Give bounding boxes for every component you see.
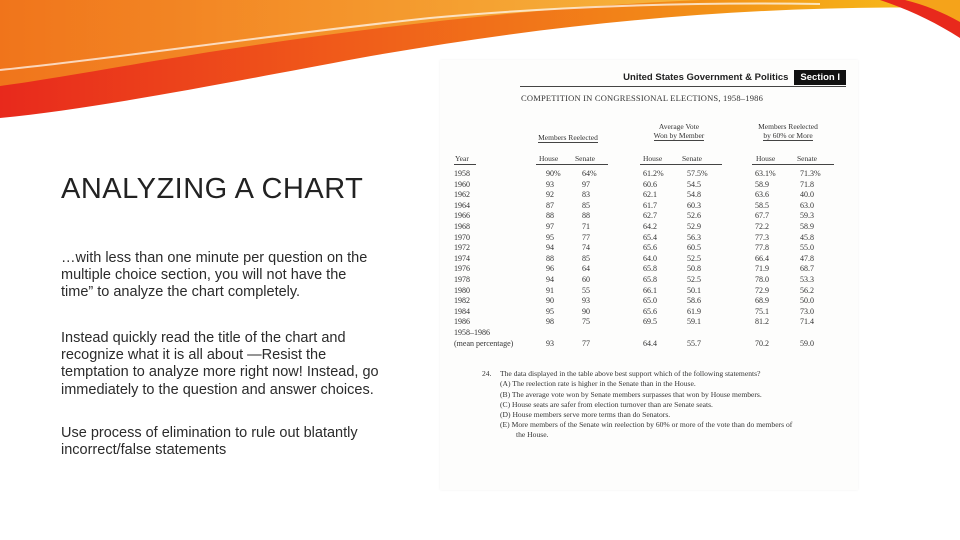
reelected-house-cell: 90 bbox=[546, 296, 554, 306]
reelected-senate-cell: 85 bbox=[582, 253, 590, 263]
sixty-house-cell bbox=[755, 328, 776, 339]
average-senate-cell bbox=[687, 328, 708, 339]
scanned-exam-page bbox=[440, 60, 858, 490]
column-header-senate: Senate bbox=[682, 154, 702, 163]
question-number: 24. bbox=[482, 369, 492, 378]
average-house-cell: 64.0 bbox=[643, 253, 657, 263]
header-rule-year bbox=[454, 164, 476, 165]
average-house-cell: 62.1 bbox=[643, 190, 657, 200]
group-header-average-vote: Average Vote Won by Member bbox=[653, 122, 705, 140]
column-header-year: Year bbox=[455, 154, 469, 163]
answer-choices bbox=[482, 379, 802, 439]
reelected-senate-cell bbox=[582, 328, 597, 339]
year-cell: 1962 bbox=[454, 190, 470, 200]
sixty-senate-cell bbox=[800, 328, 821, 339]
column-header-house: House bbox=[643, 154, 663, 163]
sixty-house-cell: 68.9 bbox=[755, 296, 769, 306]
sixty-senate-cell: 59.3 bbox=[800, 211, 814, 221]
sixty-house-cell: 72.9 bbox=[755, 285, 769, 295]
average-house-cell: 61.2% bbox=[643, 169, 664, 178]
average-house-cell: 65.6 bbox=[643, 243, 657, 253]
reelected-house-cell: 95 bbox=[546, 232, 554, 242]
year-cell: 1978 bbox=[454, 274, 470, 284]
average-senate-cell: 50.1 bbox=[687, 285, 701, 295]
sixty-house-cell: 66.4 bbox=[755, 253, 769, 263]
average-senate-cell: 54.5 bbox=[687, 179, 701, 189]
section-badge: Section I bbox=[794, 70, 846, 85]
reelected-senate-cell: 77 bbox=[582, 232, 590, 242]
column-header-house: House bbox=[539, 154, 559, 163]
body-paragraph-3: Use process of elimination to rule out blatantly incorrect/false statements bbox=[61, 425, 358, 459]
average-house-cell: 65.6 bbox=[643, 306, 657, 316]
year-cell: 1964 bbox=[454, 200, 470, 210]
average-house-cell: 66.1 bbox=[643, 285, 657, 295]
average-senate-cell: 52.5 bbox=[687, 253, 701, 263]
reelected-senate-cell: 71 bbox=[582, 221, 590, 231]
sixty-senate-cell: 45.8 bbox=[800, 232, 814, 242]
reelected-house-cell: 97 bbox=[546, 221, 554, 231]
sixty-senate-cell: 55.0 bbox=[800, 243, 814, 253]
reelected-senate-cell: 60 bbox=[582, 274, 590, 284]
average-house-cell: 65.0 bbox=[643, 296, 657, 306]
reelected-house-cell bbox=[546, 328, 561, 339]
year-cell: 1960 bbox=[454, 179, 470, 189]
average-senate-cell: 55.7 bbox=[687, 338, 701, 348]
reelected-senate-cell: 64% bbox=[582, 169, 597, 178]
header-rule bbox=[520, 86, 846, 87]
average-senate-cell: 61.9 bbox=[687, 306, 701, 316]
sixty-senate-cell: 40.0 bbox=[800, 190, 814, 200]
sixty-house-cell: 77.8 bbox=[755, 243, 769, 253]
year-cell: 1984 bbox=[454, 306, 470, 316]
column-sixty-senate bbox=[800, 169, 821, 349]
group-header-reelected-60: Members Reelected by 60% or More bbox=[758, 122, 818, 140]
reelected-senate-cell: 90 bbox=[582, 306, 590, 316]
average-senate-cell: 50.8 bbox=[687, 264, 701, 274]
sixty-house-cell: 67.7 bbox=[755, 211, 769, 221]
average-house-cell bbox=[643, 328, 664, 339]
year-cell: 1980 bbox=[454, 285, 470, 295]
average-senate-cell: 52.5 bbox=[687, 274, 701, 284]
column-header-house: House bbox=[756, 154, 776, 163]
column-year bbox=[454, 169, 513, 349]
year-cell: 1970 bbox=[454, 232, 470, 242]
average-senate-cell: 60.5 bbox=[687, 243, 701, 253]
year-cell: 1986 bbox=[454, 317, 470, 327]
sixty-senate-cell: 71.3% bbox=[800, 169, 821, 178]
sixty-senate-cell: 53.3 bbox=[800, 274, 814, 284]
answer-choice: (D) House members serve more terms than do Senators. bbox=[500, 410, 671, 420]
header-rule-average bbox=[640, 164, 722, 165]
average-house-cell: 65.8 bbox=[643, 264, 657, 274]
reelected-senate-cell: 93 bbox=[582, 296, 590, 306]
sixty-senate-cell: 47.8 bbox=[800, 253, 814, 263]
sixty-house-cell: 75.1 bbox=[755, 306, 769, 316]
sixty-senate-cell: 68.7 bbox=[800, 264, 814, 274]
year-cell: 1968 bbox=[454, 221, 470, 231]
average-house-cell: 62.7 bbox=[643, 211, 657, 221]
year-cell: 1958–1986 bbox=[454, 327, 490, 337]
header-rule-reelected bbox=[536, 164, 608, 165]
reelected-senate-cell: 74 bbox=[582, 243, 590, 253]
year-cell: 1982 bbox=[454, 296, 470, 306]
year-cell: 1972 bbox=[454, 243, 470, 253]
sixty-house-cell: 58.9 bbox=[755, 179, 769, 189]
exam-page-header bbox=[623, 70, 846, 85]
reelected-senate-cell: 75 bbox=[582, 317, 590, 327]
year-cell: 1966 bbox=[454, 211, 470, 221]
sixty-house-cell: 71.9 bbox=[755, 264, 769, 274]
header-rule-sixty bbox=[752, 164, 834, 165]
year-cell: 1976 bbox=[454, 264, 470, 274]
answer-choice: (A) The reelection rate is higher in the Senate than in the House. bbox=[500, 379, 696, 389]
slide-title: ANALYZING A CHART bbox=[61, 173, 364, 205]
group-header-reelected: Members Reelected bbox=[538, 133, 598, 142]
sixty-house-cell: 63.1% bbox=[755, 169, 776, 178]
year-cell: 1958 bbox=[454, 169, 470, 178]
average-senate-cell: 52.6 bbox=[687, 211, 701, 221]
reelected-senate-cell: 97 bbox=[582, 179, 590, 189]
table-title: COMPETITION IN CONGRESSIONAL ELECTIONS, 1958–1986 bbox=[521, 93, 764, 103]
reelected-house-cell: 87 bbox=[546, 200, 554, 210]
sixty-senate-cell: 59.0 bbox=[800, 338, 814, 348]
average-senate-cell: 54.8 bbox=[687, 190, 701, 200]
body-paragraph-1: …with less than one minute per question on the multiple choice section, you will not have the time” to analyze the chart completely. bbox=[61, 250, 368, 301]
average-senate-cell: 59.1 bbox=[687, 317, 701, 327]
average-senate-cell: 60.3 bbox=[687, 200, 701, 210]
reelected-senate-cell: 55 bbox=[582, 285, 590, 295]
year-cell: 1974 bbox=[454, 253, 470, 263]
reelected-senate-cell: 88 bbox=[582, 211, 590, 221]
reelected-house-cell: 90% bbox=[546, 169, 561, 178]
average-senate-cell: 52.9 bbox=[687, 221, 701, 231]
column-average-senate bbox=[687, 169, 708, 349]
reelected-house-cell: 88 bbox=[546, 253, 554, 263]
answer-choice: (E) More members of the Senate win reelection by 60% or more of the vote than do members of the House. bbox=[500, 420, 793, 439]
answer-choice: (C) House seats are safer from election turnover than are Senate seats. bbox=[500, 399, 713, 409]
average-house-cell: 64.4 bbox=[643, 338, 657, 348]
sixty-senate-cell: 50.0 bbox=[800, 296, 814, 306]
reelected-senate-cell: 64 bbox=[582, 264, 590, 274]
reelected-senate-cell: 85 bbox=[582, 200, 590, 210]
question-stem: The data displayed in the table above best support which of the following statements? bbox=[500, 369, 761, 378]
reelected-house-cell: 96 bbox=[546, 264, 554, 274]
sixty-house-cell: 77.3 bbox=[755, 232, 769, 242]
column-average-house bbox=[643, 169, 664, 349]
average-house-cell: 60.6 bbox=[643, 179, 657, 189]
column-sixty-house bbox=[755, 169, 776, 349]
sixty-house-cell: 72.2 bbox=[755, 221, 769, 231]
sixty-senate-cell: 63.0 bbox=[800, 200, 814, 210]
column-header-senate: Senate bbox=[797, 154, 817, 163]
sixty-senate-cell: 56.2 bbox=[800, 285, 814, 295]
average-house-cell: 69.5 bbox=[643, 317, 657, 327]
body-paragraph-2: Instead quickly read the title of the chart and recognize what it is all about —Resist the temptation to analyze more right now! Instead, go immediately to the question and answer choices. bbox=[61, 330, 379, 398]
reelected-house-cell: 91 bbox=[546, 285, 554, 295]
average-senate-cell: 56.3 bbox=[687, 232, 701, 242]
sixty-house-cell: 58.5 bbox=[755, 200, 769, 210]
reelected-house-cell: 92 bbox=[546, 190, 554, 200]
average-senate-cell: 57.5% bbox=[687, 169, 708, 178]
sixty-senate-cell: 73.0 bbox=[800, 306, 814, 316]
average-senate-cell: 58.6 bbox=[687, 296, 701, 306]
sixty-house-cell: 78.0 bbox=[755, 274, 769, 284]
course-name: United States Government & Politics bbox=[623, 72, 789, 83]
average-house-cell: 65.8 bbox=[643, 274, 657, 284]
answer-choice: (B) The average vote won by Senate members surpasses that won by House members. bbox=[500, 389, 762, 399]
column-reelected-senate bbox=[582, 169, 597, 349]
sixty-house-cell: 70.2 bbox=[755, 338, 769, 348]
sixty-senate-cell: 71.4 bbox=[800, 317, 814, 327]
reelected-house-cell: 98 bbox=[546, 317, 554, 327]
reelected-house-cell: 95 bbox=[546, 306, 554, 316]
column-header-senate: Senate bbox=[575, 154, 595, 163]
sixty-senate-cell: 58.9 bbox=[800, 221, 814, 231]
reelected-senate-cell: 83 bbox=[582, 190, 590, 200]
reelected-senate-cell: 77 bbox=[582, 338, 590, 348]
reelected-house-cell: 94 bbox=[546, 243, 554, 253]
sixty-house-cell: 81.2 bbox=[755, 317, 769, 327]
average-house-cell: 64.2 bbox=[643, 221, 657, 231]
sixty-senate-cell: 71.8 bbox=[800, 179, 814, 189]
average-house-cell: 65.4 bbox=[643, 232, 657, 242]
sixty-house-cell: 63.6 bbox=[755, 190, 769, 200]
reelected-house-cell: 93 bbox=[546, 338, 554, 348]
reelected-house-cell: 93 bbox=[546, 179, 554, 189]
year-cell: (mean percentage) bbox=[454, 338, 514, 348]
exam-question bbox=[482, 369, 802, 439]
reelected-house-cell: 94 bbox=[546, 274, 554, 284]
reelected-house-cell: 88 bbox=[546, 211, 554, 221]
column-reelected-house bbox=[546, 169, 561, 349]
average-house-cell: 61.7 bbox=[643, 200, 657, 210]
